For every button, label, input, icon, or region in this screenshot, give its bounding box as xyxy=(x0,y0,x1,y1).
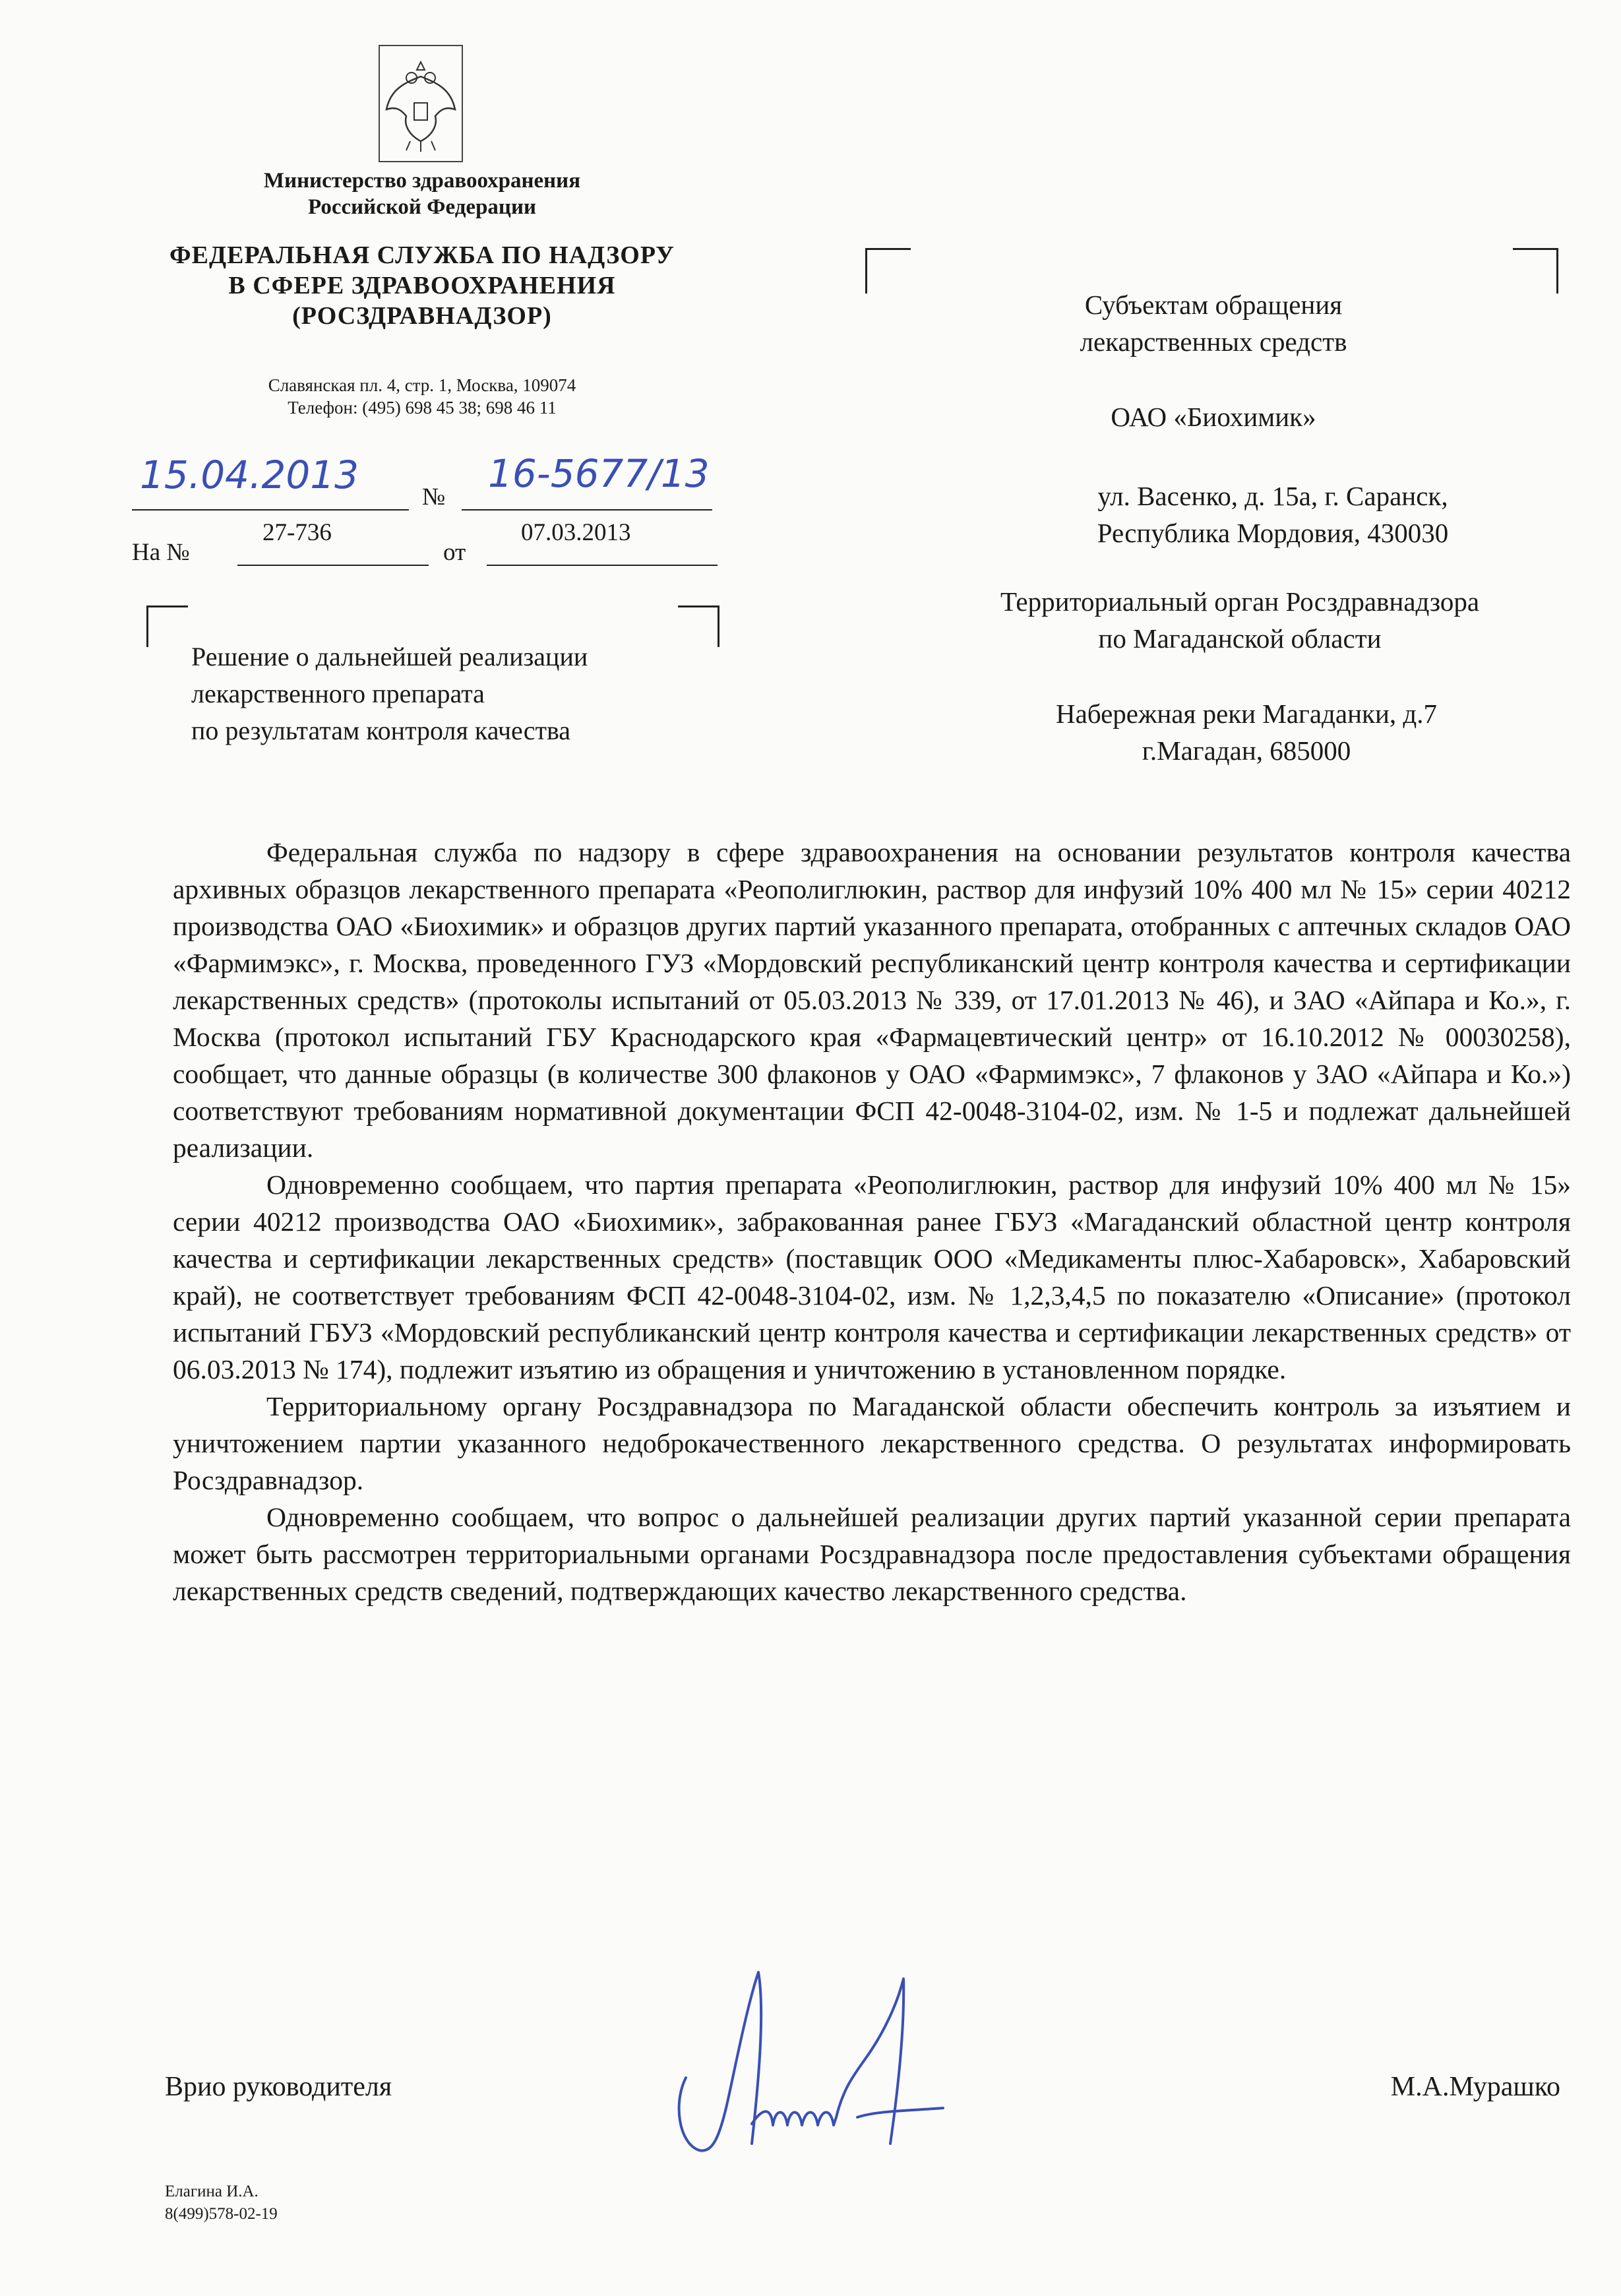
ministry-line-1: Министерство здравоохранения xyxy=(263,169,581,193)
service-line-2: В СФЕРЕ ЗДРАВООХРАНЕНИЯ xyxy=(228,272,616,299)
coat-of-arms-emblem xyxy=(377,44,464,164)
executor-info xyxy=(165,2181,278,2225)
recipient-3-address-line-2: г.Магадан, 685000 xyxy=(1142,735,1351,766)
signatory-name: М.А.Мурашко xyxy=(1390,2072,1560,2102)
recipient-2-address-line-1: ул. Васенко, д. 15а, г. Саранск, xyxy=(1097,481,1448,511)
executor-name: Елагина И.А. xyxy=(165,2183,259,2200)
subject-line-2: лекарственного препарата xyxy=(191,679,485,708)
recipient-bracket-left xyxy=(865,248,911,294)
body-paragraph-4: Одновременно сообщаем, что вопрос о дальнейшей реализации других партий указанной серии препарата может быть рассмотрен территориальными органами Росздравнадзора после предоставления субъектами обращения лекарственных средств сведений, подтверждающих качество лекарственного средства. xyxy=(173,1502,1571,1606)
executor-phone: 8(499)578-02-19 xyxy=(165,2205,278,2223)
subject-line-1: Решение о дальнейшей реализации xyxy=(191,642,588,671)
recipient-2-name: ОАО «Биохимик» xyxy=(1111,402,1316,432)
recipient-2-address-line-2: Республика Мордовия, 430030 xyxy=(1097,518,1449,548)
recipient-1-line-2: лекарственных средств xyxy=(1080,326,1347,357)
service-address xyxy=(132,374,712,419)
body-paragraph-1: Федеральная служба по надзору в сфере здравоохранения на основании результатов контроля качества архивных образцов лекарственного препарата «Реополиглюкин, раствор для инфузий 10% 400 мл № 15» серии 40212 производства ОАО «Биохимик» и образцов других партий указанного препарата, отобранных с аптечных складов ОАО «Фармимэкс», г. Москва, проведенного ГУЗ «Мордовский республиканский центр контроля качества и сертификации лекарственных средств» (протоколы испытаний от 05.03.2013 № 339, от 17.01.2013 № 46), и ЗАО «Айпара и Ко.», г. Москва (протокол испытаний ГБУ Краснодарского края «Фармацевтический центр» от 16.10.2012 № 00030258), сообщает, что данные образцы (в количестве 300 флаконов у ОАО «Фармимэкс», 7 флаконов у ЗАО «Айпара и Ко.») соответствуют требованиям нормативной документации ФСП 42-0048-3104-02, изм. № 1-5 и подлежат дальнейшей реализации. xyxy=(173,837,1571,1163)
subject-line-3: по результатам контроля качества xyxy=(191,716,571,745)
from-date: 07.03.2013 xyxy=(521,519,631,546)
address-line-1: Славянская пл. 4, стр. 1, Москва, 109074 xyxy=(268,375,576,395)
letter-body xyxy=(173,834,1571,1609)
in-reply-label: На № xyxy=(132,539,190,566)
recipient-3-address-line-1: Набережная реки Магаданки, д.7 xyxy=(1055,698,1438,729)
recipient-group-3 xyxy=(923,583,1556,657)
date-underline xyxy=(132,509,409,511)
recipient-bracket-right xyxy=(1513,248,1558,294)
recipient-2-address xyxy=(989,478,1556,551)
service-name xyxy=(119,240,725,331)
recipient-group-1 xyxy=(950,286,1477,360)
recipient-1-line-1: Субъектам обращения xyxy=(1084,290,1343,320)
number-label: № xyxy=(422,483,446,511)
ministry-name xyxy=(165,168,679,220)
number-underline xyxy=(462,509,712,511)
from-underline xyxy=(487,565,718,566)
in-reply-underline xyxy=(237,565,429,566)
in-reply-number: 27-736 xyxy=(262,519,332,546)
service-line-1: ФЕДЕРАЛЬНАЯ СЛУЖБА ПО НАДЗОРУ xyxy=(169,241,675,269)
ministry-line-2: Российской Федерации xyxy=(308,195,536,219)
address-line-2: Телефон: (495) 698 45 38; 698 46 11 xyxy=(288,398,557,418)
handwritten-signature xyxy=(659,1952,976,2163)
registration-number: 16-5677/13 xyxy=(488,451,710,496)
service-line-3: (РОСЗДРАВНАДЗОР) xyxy=(292,302,552,330)
recipient-3-line-1: Территориальный орган Росздравнадзора xyxy=(1000,586,1480,617)
from-label: от xyxy=(443,539,466,566)
registration-date: 15.04.2013 xyxy=(140,452,359,497)
body-paragraph-3: Территориальному органу Росздравнадзора по Магаданской области обеспечить контроль за изъятием и уничтожением партии указанного недоброкачественного лекарственного средства. О результатах информировать Росздравнадзор. xyxy=(173,1391,1571,1495)
recipient-3-address xyxy=(950,695,1543,769)
subject-bracket-left xyxy=(146,605,188,647)
recipient-3-line-2: по Магаданской области xyxy=(1098,623,1382,654)
subject xyxy=(191,638,719,749)
body-paragraph-2: Одновременно сообщаем, что партия препарата «Реополиглюкин, раствор для инфузий 10% 400 мл № 15» серии 40212 производства ОАО «Биохимик», забракованная ранее ГБУЗ «Магаданский областной центр контроля качества и сертификации лекарственных средств» (поставщик ООО «Медикаменты плюс-Хабаровск», Хабаровский край), не соответствует требованиям ФСП 42-0048-3104-02, изм. № 1,2,3,4,5 по показателю «Описание» (протокол испытаний ГБУЗ «Мордовский республиканский центр контроля качества и сертификации лекарственных средств» от 06.03.2013 № 174), подлежит изъятию из обращения и уничтожению в установленном порядке. xyxy=(173,1169,1571,1384)
signatory-position: Врио руководителя xyxy=(165,2072,392,2102)
